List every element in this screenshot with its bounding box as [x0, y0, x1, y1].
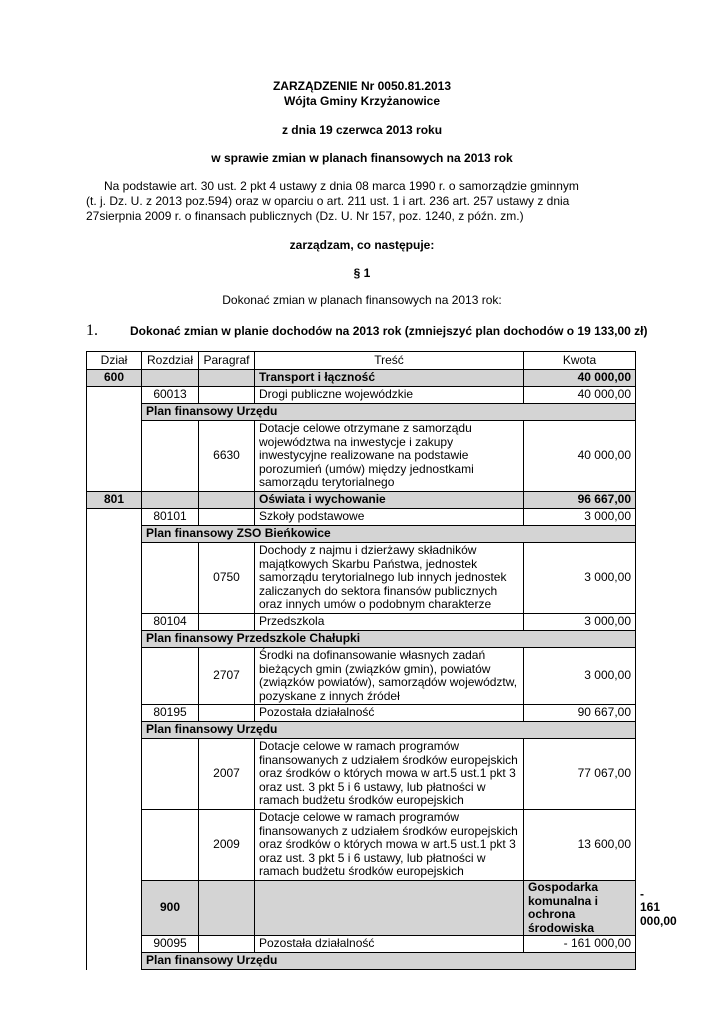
legal-basis-line: (t. j. Dz. U. z 2013 poz.594) oraz w oparciu o art. 211 ust. 1 i art. 236 art. 257 ustawy z dnia [86, 194, 570, 208]
legal-basis-line: 27sierpnia 2009 r. o finansach publicznych (Dz. U. Nr 157, poz. 1240, z późn. zm.) [86, 209, 524, 223]
table-row-dzial: 900 Gospodarka komunalna i ochrona środowiska - 161 000,00 [87, 881, 636, 936]
cell-dzial: 801 [87, 492, 142, 509]
cell-paragraf: 2007 [199, 739, 255, 810]
table-row-paragraf [87, 543, 636, 614]
table-row-rozdzial [87, 509, 636, 526]
cell-empty [199, 614, 255, 631]
header-kwota: Kwota [524, 352, 636, 370]
cell-tresc: Pozostała działalność [255, 705, 524, 722]
cell-empty [142, 739, 199, 810]
tresc-line: Dochody z najmu i dzierżawy składników [259, 543, 477, 558]
tresc-line: Środki na dofinansowanie własnych zadań [259, 648, 486, 662]
legal-basis-line: Na podstawie art. 30 ust. 2 pkt 4 ustawy z dnia 08 marca 1990 r. o samorządzie gminnym [104, 179, 579, 193]
cell-plan: Plan finansowy ZSO Bieńkowice [142, 526, 636, 543]
cell-kwota: 3 000,00 [524, 543, 636, 614]
cell-tresc [255, 421, 524, 492]
cell-dzial: 900 [142, 881, 199, 936]
tresc-line: Dotacje celowe otrzymane z samorządu [259, 421, 472, 436]
tresc-line: finansowanych z udziałem środków europejskich [259, 823, 518, 838]
cell-empty [199, 387, 255, 404]
cell-empty [142, 421, 199, 492]
cell-empty [142, 543, 199, 614]
order-statement: zarządzam, co następuje: [289, 238, 435, 252]
point-text: Dokonać zmian w planie dochodów na 2013 rok (zmniejszyć plan dochodów o 19 133,00 zł) [130, 324, 648, 338]
cell-rozdzial: 60013 [142, 387, 199, 404]
cell-rozdzial: 80104 [142, 614, 199, 631]
cell-kwota: 13 600,00 [524, 810, 636, 881]
tresc-line: finansowanych z udziałem środków europejskich [259, 752, 518, 767]
table-row-plan [87, 953, 636, 970]
cell-empty [199, 509, 255, 526]
tresc-line: oraz ust. 3 pkt 5 i 6 ustawy, lub płatności w [259, 779, 486, 794]
header-dzial: Dział [87, 352, 142, 370]
tresc-line: samorządu terytorialnego [259, 475, 395, 490]
cell-tresc: Transport i łączność [255, 370, 524, 387]
cell-kwota: 3 000,00 [524, 509, 636, 526]
tresc-line: oraz innych umów o podobnym charakterze [259, 597, 492, 612]
cell-dzial: 600 [87, 370, 142, 387]
ordinance-title: ZARZĄDZENIE Nr 0050.81.2013 [272, 79, 452, 93]
tresc-line: (związków powiatów), samorządów województw, [259, 675, 518, 689]
table-row-paragraf [87, 739, 636, 810]
cell-empty [199, 705, 255, 722]
cell-kwota: 90 667,00 [524, 705, 636, 722]
cell-paragraf: 2009 [199, 810, 255, 881]
legal-basis-paragraph [86, 179, 646, 224]
table-row-paragraf [87, 648, 636, 705]
cell-tresc: Oświata i wychowanie [255, 492, 524, 509]
table-row-dzial [87, 492, 636, 509]
cell-empty [142, 492, 199, 509]
table-row-rozdzial [87, 614, 636, 631]
point-number: 1. [86, 322, 98, 339]
cell-empty [87, 936, 142, 970]
table-row-dzial [87, 370, 636, 387]
section-text: Dokonać zmian w planach finansowych na 2013 rok: [222, 293, 502, 307]
cell-kwota: 40 000,00 [524, 421, 636, 492]
cell-empty [87, 509, 142, 936]
table-row-plan [87, 526, 636, 543]
cell-empty [255, 881, 524, 936]
cell-rozdzial: 90095 [142, 936, 199, 953]
ordinance-date: z dnia 19 czerwca 2013 roku [281, 123, 443, 137]
cell-empty [199, 370, 255, 387]
tresc-line: pozyskane z innych źródeł [259, 688, 400, 703]
cell-empty [199, 936, 255, 953]
tresc-line: majątkowych Skarbu Państwa, jednostek [259, 556, 478, 571]
cell-rozdzial: 80195 [142, 705, 199, 722]
cell-empty [142, 648, 199, 705]
cell-empty [87, 387, 142, 492]
cell-empty [199, 492, 255, 509]
cell-kwota: 96 667,00 [524, 492, 636, 509]
header-paragraf: Paragraf [199, 352, 255, 370]
tresc-line: bieżących gmin (związków gmin), powiatów [259, 661, 491, 676]
table-row-rozdzial [87, 936, 636, 953]
cell-rozdzial: 80101 [142, 509, 199, 526]
cell-kwota: 77 067,00 [524, 739, 636, 810]
tresc-line: ramach budżetu środków europejskich [259, 793, 464, 808]
cell-empty [142, 370, 199, 387]
table-header-row [87, 352, 636, 370]
cell-paragraf: 0750 [199, 543, 255, 614]
tresc-line: oraz środków o których mowa w art.5 ust.1 pkt 3 [259, 837, 516, 852]
tresc-line: samorządu terytorialnego lub innych jednostek [259, 570, 507, 585]
table-row-paragraf [87, 810, 636, 881]
income-changes-table [86, 351, 677, 970]
table-row-rozdzial [87, 705, 636, 722]
cell-kwota: 40 000,00 [524, 387, 636, 404]
cell-tresc [524, 881, 636, 936]
table-row-plan [87, 404, 636, 421]
cell-tresc [255, 810, 524, 881]
cell-paragraf: 6630 [199, 421, 255, 492]
cell-tresc: Drogi publiczne wojewódzkie [255, 387, 524, 404]
cell-kwota: - 161 000,00 [524, 936, 636, 953]
point-1 [86, 322, 666, 342]
ordinance-subject: w sprawie zmian w planach finansowych na 2013 rok [211, 151, 513, 165]
cell-tresc [255, 543, 524, 614]
cell-kwota: 3 000,00 [524, 614, 636, 631]
cell-tresc: Przedszkola [255, 614, 524, 631]
tresc-line: województwa na inwestycje i zakupy [259, 434, 454, 449]
tresc-line: Dotacje celowe w ramach programów [259, 739, 460, 754]
tresc-line: Gospodarka komunalna i ochrona [528, 880, 599, 921]
table-row-plan [87, 722, 636, 739]
tresc-line: oraz ust. 3 pkt 5 i 6 ustawy, lub płatności w [259, 850, 486, 865]
cell-plan: Plan finansowy Urzędu [142, 722, 636, 739]
cell-paragraf: 2707 [199, 648, 255, 705]
cell-empty [199, 881, 255, 936]
tresc-line: porozumień (umów) między jednostkami [259, 461, 474, 476]
tresc-line: zaliczanych do sektora finansów publicznych [259, 583, 498, 598]
cell-kwota: 40 000,00 [524, 370, 636, 387]
cell-plan: Plan finansowy Urzędu [142, 953, 636, 970]
table-row-paragraf [87, 421, 636, 492]
header-rozdzial: Rozdział [142, 352, 199, 370]
cell-tresc [255, 739, 524, 810]
cell-tresc [255, 648, 524, 705]
tresc-line: środowiska [528, 920, 595, 935]
cell-kwota: 3 000,00 [524, 648, 636, 705]
ordinance-issuer: Wójta Gminy Krzyżanowice [283, 94, 441, 108]
tresc-line: oraz środków o których mowa w art.5 ust.1 pkt 3 [259, 766, 516, 781]
tresc-line: ramach budżetu środków europejskich [259, 864, 464, 879]
cell-empty [142, 810, 199, 881]
cell-tresc: Szkoły podstawowe [255, 509, 524, 526]
header-tresc: Treść [255, 352, 524, 370]
section-marker: § 1 [353, 266, 371, 280]
table-row-plan [87, 631, 636, 648]
cell-tresc: Pozostała działalność [255, 936, 524, 953]
table-row-rozdzial [87, 387, 636, 404]
tresc-line: inwestycyjne realizowane na podstawie [259, 448, 469, 463]
cell-plan: Plan finansowy Przedszkole Chałupki [142, 631, 636, 648]
cell-plan: Plan finansowy Urzędu [142, 404, 636, 421]
tresc-line: Dotacje celowe w ramach programów [259, 810, 460, 825]
